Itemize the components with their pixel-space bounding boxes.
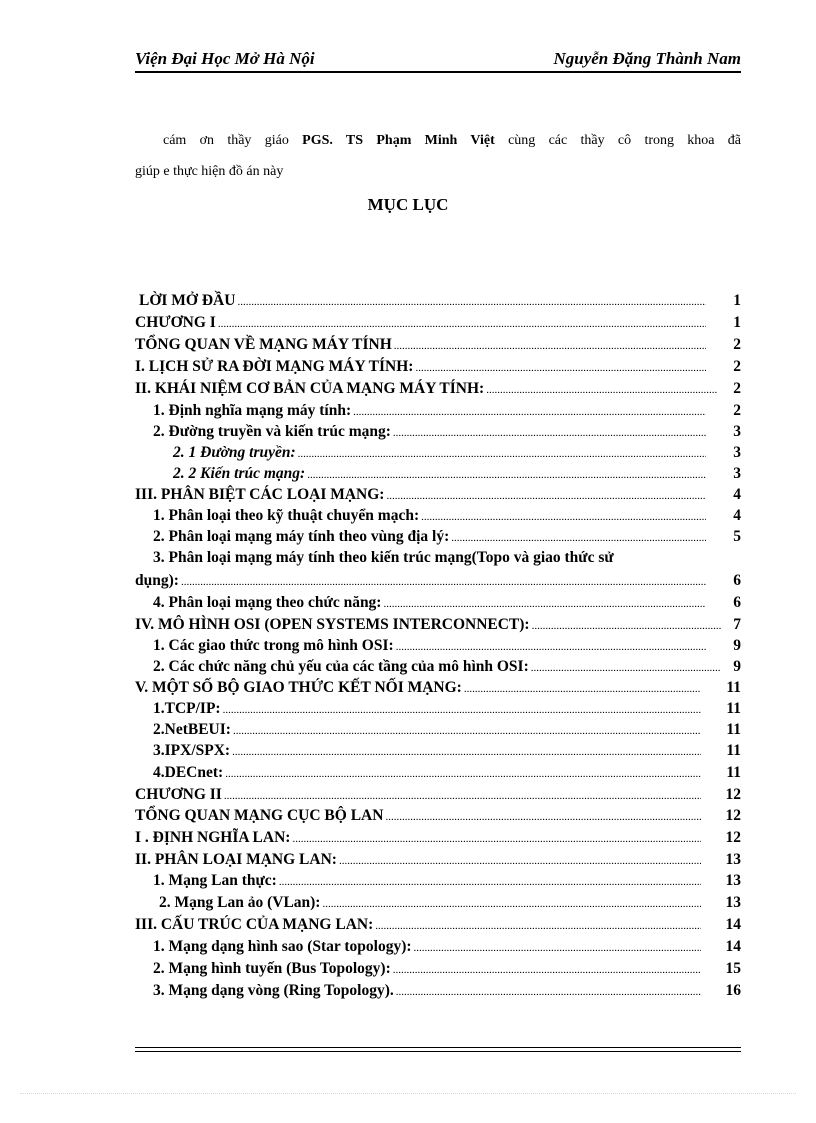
toc-entry-label: 1.TCP/IP: bbox=[153, 700, 221, 717]
toc-leader bbox=[385, 807, 701, 828]
toc-entry[interactable] bbox=[135, 870, 741, 891]
toc-entry-label: I . ĐỊNH NGHĨA LAN: bbox=[135, 829, 291, 846]
toc-entry-page: 11 bbox=[726, 742, 741, 759]
toc-entry-page: 13 bbox=[725, 851, 741, 868]
toc-entry[interactable] bbox=[135, 849, 741, 870]
toc-entry-page: 6 bbox=[733, 572, 741, 589]
toc-entry[interactable] bbox=[135, 570, 741, 591]
toc-entry[interactable] bbox=[135, 784, 741, 805]
toc-entry-page: 2 bbox=[733, 402, 741, 419]
toc-entry-label: III. CẤU TRÚC CỦA MẠNG LAN: bbox=[135, 916, 374, 933]
toc-leader bbox=[225, 764, 701, 785]
toc-entry-page: 5 bbox=[733, 528, 741, 545]
toc-entry[interactable] bbox=[135, 505, 741, 526]
toc-leader bbox=[414, 938, 701, 959]
intro-line-2: giúp e thực hiện đồ án này bbox=[135, 164, 284, 179]
toc-entry-label: II. PHÂN LOẠI MẠNG LAN: bbox=[135, 851, 337, 868]
toc-entry[interactable] bbox=[135, 980, 741, 1001]
toc-entry-page: 6 bbox=[733, 594, 741, 611]
toc-leader bbox=[386, 486, 706, 507]
toc-leader bbox=[393, 423, 706, 444]
toc-entry[interactable] bbox=[135, 442, 741, 463]
toc-leader bbox=[292, 829, 701, 850]
toc-entry-page: 13 bbox=[725, 894, 741, 911]
toc-entry-page: 7 bbox=[733, 616, 741, 633]
toc-entry[interactable] bbox=[135, 334, 741, 355]
toc-leader bbox=[307, 465, 706, 486]
toc-entry-page: 2 bbox=[733, 358, 741, 375]
toc-entry-page: 1 bbox=[733, 292, 741, 309]
toc-entry-label: CHƯƠNG II bbox=[135, 786, 222, 803]
toc-entry-page: 4 bbox=[733, 486, 741, 503]
toc-entry[interactable] bbox=[135, 719, 741, 740]
toc-entry-label: 4. Phân loại mạng theo chức năng: bbox=[153, 594, 382, 611]
toc-entry-label: 1. Phân loại theo kỹ thuật chuyển mạch: bbox=[153, 507, 420, 524]
toc-entry-label: dụng): bbox=[135, 572, 179, 589]
toc-leader bbox=[181, 572, 706, 593]
toc-entry-page: 13 bbox=[725, 872, 741, 889]
toc-entry-label: 1. Mạng dạng hình sao (Star topology): bbox=[153, 938, 412, 955]
toc-entry-page: 14 bbox=[725, 916, 741, 933]
toc-entry[interactable] bbox=[135, 421, 741, 442]
toc-leader bbox=[421, 507, 706, 528]
toc-entry-label: 3.IPX/SPX: bbox=[153, 742, 231, 759]
toc-entry-label: II. KHÁI NIỆM CƠ BẢN CỦA MẠNG MÁY TÍNH: bbox=[135, 380, 485, 397]
toc-leader bbox=[396, 982, 701, 1003]
toc-entry-page: 15 bbox=[725, 960, 741, 977]
toc-entry[interactable] bbox=[135, 914, 741, 935]
toc-entry[interactable] bbox=[135, 740, 741, 761]
toc-entry[interactable] bbox=[135, 484, 741, 505]
toc-leader bbox=[322, 894, 701, 915]
toc-entry[interactable] bbox=[135, 677, 741, 698]
toc-entry[interactable] bbox=[135, 526, 741, 547]
toc-leader bbox=[224, 786, 701, 807]
toc-leader bbox=[353, 402, 706, 423]
toc-entry[interactable] bbox=[135, 762, 741, 783]
toc-entry[interactable] bbox=[135, 635, 741, 656]
toc-leader bbox=[464, 679, 701, 700]
toc-entry-label: I. LỊCH SỬ RA ĐỜI MẠNG MÁY TÍNH: bbox=[135, 358, 414, 375]
toc-entry-page: 11 bbox=[726, 700, 741, 717]
toc-entry-label: 1. Các giao thức trong mô hình OSI: bbox=[153, 637, 394, 654]
toc-entry-page: 12 bbox=[725, 807, 741, 824]
intro-line-1 bbox=[135, 133, 741, 149]
toc-entry-label: 3. Phân loại mạng máy tính theo kiến trúc mạng(Topo và giao thức sử bbox=[153, 549, 614, 566]
toc-leader bbox=[375, 916, 701, 937]
toc-leader bbox=[339, 851, 701, 872]
toc-entry-page: 9 bbox=[733, 658, 741, 675]
toc-entry[interactable] bbox=[135, 827, 741, 848]
intro-text-post: cùng các thầy cô trong khoa đã bbox=[508, 133, 742, 148]
toc-entry-page: 12 bbox=[725, 786, 741, 803]
toc-entry-label: 2. Phân loại mạng máy tính theo vùng địa lý: bbox=[153, 528, 450, 545]
toc-leader bbox=[233, 721, 701, 742]
toc-entry[interactable] bbox=[135, 463, 741, 484]
toc-entry[interactable] bbox=[135, 958, 741, 979]
toc-leader bbox=[396, 637, 706, 658]
toc-entry[interactable] bbox=[135, 592, 741, 613]
toc-entry-page: 3 bbox=[733, 444, 741, 461]
toc-entry-label: CHƯƠNG I bbox=[135, 314, 216, 331]
toc-entry-label: IV. MÔ HÌNH OSI (OPEN SYSTEMS INTERCONNECT): bbox=[135, 616, 530, 633]
intro-advisor: PGS. TS Phạm Minh Việt bbox=[302, 133, 495, 148]
toc-entry[interactable] bbox=[135, 400, 741, 421]
toc-entry[interactable] bbox=[135, 290, 741, 311]
toc-leader bbox=[223, 700, 701, 721]
toc-entry[interactable] bbox=[135, 892, 741, 913]
toc-leader bbox=[298, 444, 706, 465]
toc-leader bbox=[393, 960, 701, 981]
toc-entry[interactable] bbox=[135, 614, 741, 635]
toc-entry-page: 9 bbox=[733, 637, 741, 654]
toc-entry-page: 11 bbox=[726, 679, 741, 696]
header-author: Nguyễn Đặng Thành Nam bbox=[553, 49, 741, 68]
toc-entry[interactable] bbox=[135, 356, 741, 377]
toc-leader bbox=[237, 292, 706, 313]
toc-entry-page: 11 bbox=[726, 721, 741, 738]
header-institution: Viện Đại Học Mở Hà Nội bbox=[135, 49, 315, 68]
toc-entry-page: 3 bbox=[733, 423, 741, 440]
toc-leader bbox=[415, 358, 706, 379]
toc-entry-label: 4.DECnet: bbox=[153, 764, 224, 781]
toc-leader bbox=[532, 616, 721, 637]
toc-entry-label: 2. 2 Kiến trúc mạng: bbox=[173, 465, 306, 482]
toc-entry-label: LỜI MỞ ĐẦU bbox=[139, 292, 236, 309]
toc-entry[interactable] bbox=[135, 698, 741, 719]
toc-entry[interactable] bbox=[135, 312, 741, 333]
toc-entry-page: 2 bbox=[733, 336, 741, 353]
toc-title: MỤC LỤC bbox=[367, 195, 449, 214]
toc-entry-page: 2 bbox=[733, 380, 741, 397]
toc-entry-label: V. MỘT SỐ BỘ GIAO THỨC KẾT NỐI MẠNG: bbox=[135, 679, 462, 696]
footer-divider bbox=[135, 1047, 741, 1052]
page-edge-divider bbox=[20, 1093, 796, 1094]
toc-entry-label: 2. Các chức năng chủ yếu của các tầng của mô hình OSI: bbox=[153, 658, 529, 675]
toc-leader bbox=[486, 380, 717, 401]
toc-entry-label: TỔNG QUAN VỀ MẠNG MÁY TÍNH bbox=[135, 336, 392, 353]
toc-entry-page: 3 bbox=[733, 465, 741, 482]
toc-leader bbox=[394, 336, 706, 357]
toc-entry[interactable] bbox=[135, 805, 741, 826]
toc-entry[interactable] bbox=[135, 936, 741, 957]
toc-entry-page: 12 bbox=[725, 829, 741, 846]
toc-entry-label: TỔNG QUAN MẠNG CỤC BỘ LAN bbox=[135, 807, 384, 824]
toc-entry-label: 2. Mạng hình tuyến (Bus Topology): bbox=[153, 960, 391, 977]
toc-leader bbox=[232, 742, 701, 763]
toc-entry-label: III. PHÂN BIỆT CÁC LOẠI MẠNG: bbox=[135, 486, 385, 503]
toc-entry-label: 1. Mạng Lan thực: bbox=[153, 872, 277, 889]
toc-entry-label: 1. Định nghĩa mạng máy tính: bbox=[153, 402, 352, 419]
toc-leader bbox=[279, 872, 701, 893]
toc-entry-page: 16 bbox=[725, 982, 741, 999]
toc-entry-page: 11 bbox=[726, 764, 741, 781]
toc-entry-page: 1 bbox=[733, 314, 741, 331]
toc-entry-page: 4 bbox=[733, 507, 741, 524]
intro-text-pre: cám ơn thầy giáo bbox=[163, 133, 289, 148]
toc-entry-page: 14 bbox=[725, 938, 741, 955]
toc-entry-label: 2. Mạng Lan ảo (VLan): bbox=[159, 894, 321, 911]
toc-entry[interactable] bbox=[135, 378, 741, 399]
toc-leader bbox=[218, 314, 706, 335]
toc-entry-label: 3. Mạng dạng vòng (Ring Topology). bbox=[153, 982, 394, 999]
page-header bbox=[135, 49, 741, 73]
toc-entry-label: 2. Đường truyền và kiến trúc mạng: bbox=[153, 423, 391, 440]
toc-leader bbox=[451, 528, 706, 549]
toc-entry-label: 2.NetBEUI: bbox=[153, 721, 231, 738]
toc-entry[interactable] bbox=[135, 547, 741, 568]
toc-leader bbox=[531, 658, 721, 679]
toc-entry-label: 2. 1 Đường truyền: bbox=[173, 444, 296, 461]
toc-leader bbox=[383, 594, 706, 615]
toc-entry[interactable] bbox=[135, 656, 741, 677]
